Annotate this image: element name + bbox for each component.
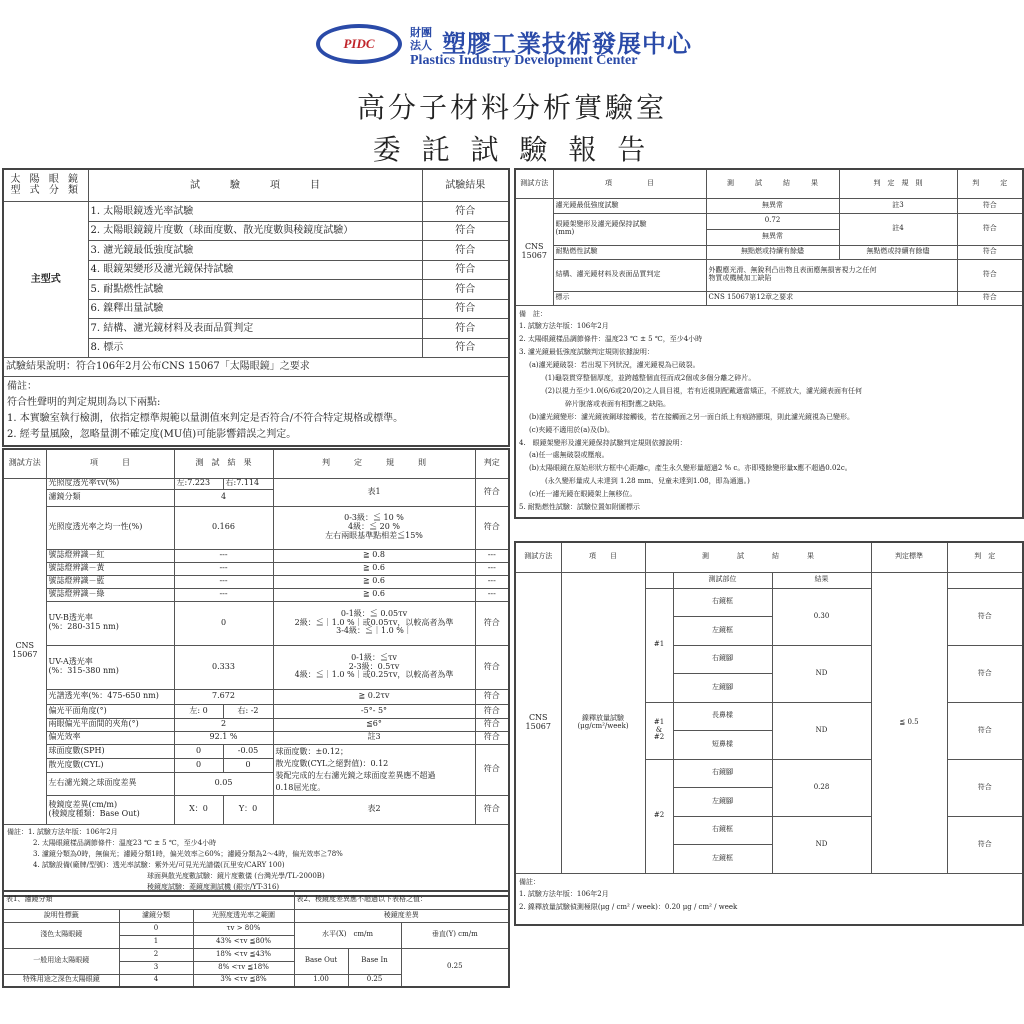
judge-cell: 符合 — [475, 704, 509, 718]
note-line: 2. 經考量風險，忽略量測不確定度(MU值)可能影響錯誤之判定。 — [7, 428, 297, 440]
item-cell — [46, 645, 174, 689]
text-line: 球面度數：±0.12； — [275, 746, 349, 756]
position-cell: 左鏡腳 — [673, 788, 772, 817]
text-line: (mm) — [555, 228, 575, 236]
logo-text: PIDC — [343, 36, 375, 51]
judge-blank — [947, 572, 1023, 588]
item-cell: 散光度數(CYL) — [46, 758, 174, 772]
item-cell: 號誌燈辨識－藍 — [46, 575, 174, 588]
note-line: 2. 太陽眼鏡樣品調節條件：溫度23 ℃ ± 5 ℃，至少4小時 — [33, 838, 217, 847]
result-cell: ND — [772, 702, 871, 759]
group-cell: #1 & #2 — [645, 702, 673, 759]
class-cell: 3 — [119, 961, 193, 974]
judge-cell: 符合 — [957, 259, 1023, 291]
nickel-test-table — [514, 541, 1024, 926]
item-cell: 光照度透光率之均一性(%) — [46, 506, 174, 549]
text-line: (%：315-380 nm) — [48, 666, 119, 675]
result-right: 0 — [223, 758, 273, 772]
item-cell: 號誌燈辨識－紅 — [46, 549, 174, 562]
base-in-value: 0.25 — [348, 974, 401, 987]
result-cell: ND — [772, 645, 871, 702]
method-cell: CNS 15067 — [515, 572, 561, 873]
summary-item: 3. 濾光鏡最低強度試驗 — [88, 240, 422, 260]
base-in-label: Base In — [348, 948, 401, 974]
item-cell: 球面度數(SPH) — [46, 744, 174, 758]
text-line: 眼鏡架變形及濾光鏡保持試驗 — [555, 220, 647, 229]
summary-result: 符合 — [422, 279, 509, 299]
item-cell: 光譜透光率(%：475-650 nm) — [46, 689, 174, 704]
position-cell: 短鼻樑 — [673, 731, 772, 760]
mechanical-notes — [515, 305, 1023, 518]
rule-cell: 表1 — [273, 478, 475, 506]
rule-cell: ≧ 0.2τv — [273, 689, 475, 704]
rule-cell: ≧ 0.8 — [273, 549, 475, 562]
note-line: 備註： — [519, 877, 540, 886]
lab-title: 高分子材料分析實驗室 — [356, 91, 667, 124]
header-method: 測試方法 — [515, 169, 553, 198]
result-left: 0 — [174, 744, 223, 758]
header-rule: 判 定 規 則 — [273, 449, 475, 478]
judge-cell: --- — [475, 588, 509, 601]
result-cell: 0.166 — [174, 506, 273, 549]
result-explanation: 試驗結果說明：符合106年2月公布CNS 15067「太陽眼鏡」之要求 — [3, 357, 509, 376]
header-result: 測 試 結 果 — [645, 542, 871, 572]
header-result: 試驗結果 — [422, 169, 509, 201]
result-cell: 0 — [174, 601, 273, 645]
range-cell: τv > 80% — [193, 922, 294, 935]
position-cell: 右鏡框 — [673, 816, 772, 845]
header-result: 測 試 結 果 — [174, 449, 273, 478]
summary-result: 符合 — [422, 299, 509, 318]
text-line: 稜鏡度差異(cm/m) — [48, 799, 118, 809]
text-line: 0-3級：≦ 10 % — [344, 513, 404, 523]
result-cell: 0.05 — [174, 772, 273, 795]
class-cell: 2 — [119, 948, 193, 961]
item-cell — [561, 572, 645, 873]
rule-cell: -5°- 5° — [273, 704, 475, 718]
header-item: 項 目 — [561, 542, 645, 572]
header-judge: 判 定 — [947, 542, 1023, 572]
result-cell: 0.28 — [772, 759, 871, 816]
group-cell: #1 — [645, 588, 673, 702]
summary-result: 符合 — [422, 318, 509, 338]
note-line: (b)太陽眼鏡在原始形狀方框中心距離c，產生永久變形量超過2 % c。亦即殘餘變形量x應不超過0.02c。 — [529, 464, 852, 473]
text-line: 物質或機械加工缺陷 — [708, 274, 772, 282]
result-right: 右:7.114 — [223, 478, 273, 489]
range-cell: 3% <τv ≦8% — [193, 974, 294, 987]
note-line: 2. 鎳釋放量試驗偵測極限(μg / cm² / week)：0.20 μg / cm² / week — [519, 902, 738, 911]
result-cell: --- — [174, 549, 273, 562]
header-standard: 判定標準 — [871, 542, 947, 572]
header-rule: 判 定 規 則 — [839, 169, 957, 198]
header-judge: 判 定 — [957, 169, 1023, 198]
judge-cell: 符合 — [947, 702, 1023, 759]
result-right: -0.05 — [223, 744, 273, 758]
judge-cell: 符合 — [475, 795, 509, 824]
result-cell: --- — [174, 562, 273, 575]
method-cell: CNS 15067 — [3, 478, 46, 824]
item-cell: 濾光鏡最低強度試驗 — [553, 198, 706, 213]
judge-cell: 符合 — [957, 291, 1023, 305]
rule-cell — [273, 506, 475, 549]
result-left: 0 — [174, 758, 223, 772]
base-out-label: Base Out — [294, 948, 348, 974]
rule-cell: 註4 — [839, 213, 957, 245]
org-prefix: 財團法人 — [410, 26, 432, 52]
result-left: 左:7.223 — [174, 478, 223, 489]
item-cell: 左右濾光鏡之球面度差異 — [46, 772, 174, 795]
text-line: 0.18屈光度。 — [275, 782, 326, 792]
result-cell: 無異常 — [706, 198, 839, 213]
item-cell — [46, 795, 174, 824]
label-cell: 特殊用途之深色太陽眼鏡 — [3, 974, 119, 987]
result-cell: 2 — [174, 718, 273, 731]
class-cell: 0 — [119, 922, 193, 935]
result-cell: --- — [174, 588, 273, 601]
org-name: 塑膠工業技術發展中心 — [442, 30, 692, 58]
summary-notes — [3, 376, 509, 446]
position-cell: 右鏡框 — [673, 588, 772, 617]
optical-notes — [3, 824, 509, 896]
class-cell: 4 — [119, 974, 193, 987]
judge-cell: 符合 — [947, 588, 1023, 645]
result-cell: 無點燃或持續有餘燼 — [706, 245, 839, 259]
judge-cell: 符合 — [475, 601, 509, 645]
judge-cell: 符合 — [475, 744, 509, 795]
judge-cell: --- — [475, 575, 509, 588]
item-cell: 濾鏡分類 — [46, 489, 174, 506]
summary-result: 符合 — [422, 201, 509, 221]
item-cell — [46, 601, 174, 645]
summary-result: 符合 — [422, 221, 509, 240]
base-out-value: 1.00 — [294, 974, 348, 987]
note-line: 稜鏡度試驗：菱鏡度測試機 (銀宗/YT-316) — [147, 882, 280, 891]
header-method: 測試方法 — [3, 449, 46, 478]
position-cell: 左鏡腳 — [673, 674, 772, 703]
item-cell: 標示 — [553, 291, 706, 305]
table2-header: 稜鏡度差異 — [294, 909, 509, 922]
text-line: 左右兩眼基準點相差≦15% — [325, 530, 423, 540]
rule-cell: ≧ 0.6 — [273, 562, 475, 575]
group-blank — [645, 572, 673, 588]
header-item: 試 驗 項 目 — [88, 169, 422, 201]
position-cell: 右鏡腳 — [673, 645, 772, 674]
vertical-value: 0.25 — [401, 948, 509, 987]
report-title: 委 託 試 驗 報 告 — [372, 133, 652, 166]
text-line: 4級：≦ 20 % — [348, 522, 400, 532]
summary-item: 1. 太陽眼鏡透光率試驗 — [88, 201, 422, 221]
text-line: (μg/cm²/week) — [577, 721, 629, 730]
summary-item: 8. 標示 — [88, 338, 422, 357]
text-line: (%：280-315 nm) — [48, 622, 119, 631]
note-line: (c)任一濾光鏡在眼鏡架上無移位。 — [529, 490, 637, 499]
result-left: 左: 0 — [174, 704, 223, 718]
judge-cell: 符合 — [957, 213, 1023, 245]
item-cell: 結構、濾光鏡材料及表面品質判定 — [553, 259, 706, 291]
note-line: 2. 太陽眼鏡樣品調節條件：溫度23 ℃ ± 5 ℃，至少4小時 — [519, 335, 703, 344]
item-cell: 兩眼偏光平面間的夾角(°) — [46, 718, 174, 731]
text-line: UV-A透光率 — [48, 657, 93, 667]
mechanical-test-table — [514, 168, 1024, 519]
position-cell: 右鏡腳 — [673, 759, 772, 788]
text-line: 外觀應光滑、無銳利凸出物且表面應無損害視力之任何 — [708, 266, 877, 275]
judge-cell: --- — [475, 562, 509, 575]
result-cell: 92.1 % — [174, 731, 273, 744]
text-line: (稜鏡度種類：Base Out) — [48, 808, 140, 818]
type-cell: 主型式 — [3, 201, 88, 357]
item-cell — [553, 213, 706, 245]
table1-header: 說明性標籤 — [3, 909, 119, 922]
text-line: 裝配完成的左右濾光鏡之球面度差異應不超過 — [275, 770, 436, 780]
summary-item: 4. 眼鏡架變形及濾光鏡保持試驗 — [88, 260, 422, 279]
position-cell: 左鏡框 — [673, 617, 772, 646]
position-cell: 左鏡框 — [673, 845, 772, 874]
text-line: UV-B透光率 — [48, 613, 93, 623]
text-line: 散光度數(CYL之絕對值)：0.12 — [275, 758, 389, 768]
rule-cell: ≧ 0.6 — [273, 588, 475, 601]
judge-cell: 符合 — [475, 731, 509, 744]
summary-result: 符合 — [422, 338, 509, 357]
horizontal-header: 水平(X) cm/m — [294, 922, 401, 948]
judge-cell: 符合 — [947, 645, 1023, 702]
summary-table — [2, 168, 510, 447]
result-cell: ND — [772, 816, 871, 873]
method-cell: CNS 15067 — [515, 198, 553, 305]
summary-result: 符合 — [422, 260, 509, 279]
header-item: 項 目 — [46, 449, 174, 478]
judge-cell: 符合 — [947, 816, 1023, 873]
label-cell: 淺色太陽眼鏡 — [3, 922, 119, 948]
result-cell: 0.30 — [772, 588, 871, 645]
note-line: (2)以視力至少1.0(6/6或20/20)之人員目視，若有近視則配戴適當矯正，不經放大，濾光鏡表面有任何 — [545, 386, 862, 395]
note-line: 備註： — [7, 380, 37, 392]
header-type: 太 陽 眼 鏡 型 式 分 類 — [3, 169, 88, 201]
note-line: 4. 試驗設備(廠牌/型號)：透光率試驗：紫外光/可見光光譜儀(瓦里安/CARY 100) — [33, 860, 285, 869]
note-line: 碎片脫落或表面有相對應之缺陷。 — [565, 399, 670, 408]
item-cell: 光照度透光率τv(%) — [46, 478, 174, 489]
judge-cell: 符合 — [475, 689, 509, 704]
result-cell: 無異常 — [706, 229, 839, 245]
note-line: 3. 濾光鏡最低強度試驗判定規則依據說明： — [519, 348, 654, 357]
item-cell: 偏光效率 — [46, 731, 174, 744]
judge-cell: 符合 — [475, 478, 509, 506]
note-line: (c)夾鏡不適用於(a)及(b)。 — [529, 425, 614, 434]
judge-cell: 符合 — [475, 645, 509, 689]
judge-cell: 符合 — [947, 759, 1023, 816]
report-header — [0, 0, 1024, 165]
position-cell: 長鼻樑 — [673, 702, 772, 731]
range-cell: 18% <τv ≦43% — [193, 948, 294, 961]
header-result: 測 試 結 果 — [706, 169, 839, 198]
rule-cell: ≦6° — [273, 718, 475, 731]
table1-title: 表1、濾鏡分類 — [3, 891, 294, 909]
range-cell: 8% <τv ≦18% — [193, 961, 294, 974]
reference-tables — [2, 890, 510, 988]
optical-test-table — [2, 448, 510, 897]
note-line: 1. 本實驗室執行檢測，依指定標準規範以量測值來判定是否符合/不符合特定規格或標準。 — [7, 412, 404, 424]
note-line: 4. 眼鏡架變形及濾光鏡保持試驗判定規則依據說明： — [519, 438, 687, 447]
text-line: 3-4級：≦｜1.0 %｜ — [336, 626, 412, 636]
note-line: (a)濾光鏡破裂：若出現下列狀況，濾光鏡視為已破裂。 — [529, 361, 700, 370]
summary-item: 2. 太陽眼鏡鏡片度數（球面度數、散光度數與稜鏡度試驗） — [88, 221, 422, 240]
note-line: 備註：1. 試驗方法年版：106年2月 — [7, 827, 118, 836]
text-line: 0-1級：≦τv — [351, 652, 397, 662]
header-item: 項 目 — [553, 169, 706, 198]
rule-cell — [273, 601, 475, 645]
text-line: 2級：≦｜1.0 %｜或0.05τv，以較高者為準 — [294, 617, 454, 627]
text-line: 鎳釋放量試驗 — [582, 713, 624, 722]
judge-cell: 符合 — [475, 718, 509, 731]
org-name-en: Plastics Industry Development Center — [410, 53, 638, 68]
note-line: (永久變形量成人未達到 1.28 mm、兒童未達到1.08，即為通過。) — [545, 477, 750, 486]
result-cell — [706, 259, 957, 291]
result-cell: CNS 15067第12章之要求 — [706, 291, 957, 305]
judge-cell: 符合 — [957, 245, 1023, 259]
label-cell: 一般用途太陽眼鏡 — [3, 948, 119, 974]
note-line: 1. 試驗方法年版：106年2月 — [519, 322, 609, 331]
result-cell: 0.72 — [706, 213, 839, 229]
sub-result: 結果 — [772, 572, 871, 588]
rule-cell: ≧ 0.6 — [273, 575, 475, 588]
pidc-logo — [316, 24, 402, 64]
rule-cell: 無點燃或持續有餘燼 — [839, 245, 957, 259]
note-line: 1. 試驗方法年版：106年2月 — [519, 890, 609, 898]
result-cell: --- — [174, 575, 273, 588]
rule-cell: 註3 — [839, 198, 957, 213]
note-line: 備 註： — [519, 309, 547, 318]
class-cell: 1 — [119, 935, 193, 948]
result-right: Y：0 — [223, 795, 273, 824]
result-left: X：0 — [174, 795, 223, 824]
note-line: 3. 濾鏡分類為0時，無偏光；濾鏡分類1時，偏光效率≧60%；濾鏡分類為2～4時，偏光效率≧78% — [33, 849, 343, 858]
rule-cell — [273, 645, 475, 689]
note-line: 5. 耐點燃性試驗：試驗位置如附圖標示 — [519, 503, 640, 512]
result-cell: 7.672 — [174, 689, 273, 704]
judge-cell: 符合 — [957, 198, 1023, 213]
note-line: (1)龜裂貫穿整個厚度，並跨越整個直徑而成2個或多個分離之碎片。 — [545, 374, 756, 383]
standard-cell: ≦ 0.5 — [871, 572, 947, 873]
sub-position: 測試部位 — [673, 572, 772, 588]
text-line: 2-3級：0.5τv — [348, 661, 400, 671]
item-cell: 耐點燃性試驗 — [553, 245, 706, 259]
item-cell: 偏光平面角度(°) — [46, 704, 174, 718]
nickel-notes — [515, 873, 1023, 925]
result-cell: 0.333 — [174, 645, 273, 689]
table1-header: 濾鏡分類 — [119, 909, 193, 922]
group-cell: #2 — [645, 759, 673, 873]
summary-item: 5. 耐點燃性試驗 — [88, 279, 422, 299]
table2-title: 表2、稜鏡度差異應不超過以下表格之值： — [294, 891, 509, 909]
rule-cell: 表2 — [273, 795, 475, 824]
summary-result: 符合 — [422, 240, 509, 260]
judge-cell: --- — [475, 549, 509, 562]
rule-cell — [273, 744, 475, 795]
result-cell: 4 — [174, 489, 273, 506]
result-right: 右: -2 — [223, 704, 273, 718]
text-line: 0-1級：≦ 0.05τv — [340, 608, 408, 618]
note-line: (b)濾光鏡變形：濾光鏡被鋼球接觸後，若在接觸面之另一面白紙上有痕跡顯現，則此濾光鏡視為已變形。 — [529, 412, 854, 421]
note-line: 符合性聲明的判定規則為以下兩點: — [7, 396, 161, 408]
summary-item: 6. 鎳釋出量試驗 — [88, 299, 422, 318]
item-cell: 號誌燈辨識－綠 — [46, 588, 174, 601]
summary-item: 7. 結構、濾光鏡材料及表面品質判定 — [88, 318, 422, 338]
table1-header: 光照度透光率之範圍 — [193, 909, 294, 922]
vertical-header: 垂直(Y) cm/m — [401, 922, 509, 948]
note-line: (a)任一處無破裂或壓痕。 — [529, 451, 609, 460]
rule-cell: 註3 — [273, 731, 475, 744]
item-cell: 號誌燈辨識－黃 — [46, 562, 174, 575]
header-judge: 判定 — [475, 449, 509, 478]
text-line: 4級：≦｜1.0 %｜或0.25τv，以較高者為準 — [294, 670, 454, 680]
range-cell: 43% <τv ≦80% — [193, 935, 294, 948]
judge-cell: 符合 — [475, 506, 509, 549]
header-method: 測試方法 — [515, 542, 561, 572]
note-line: 球面與散光度數試驗：鏡片度數儀 (台灣光學/TL-2000B) — [147, 871, 325, 880]
